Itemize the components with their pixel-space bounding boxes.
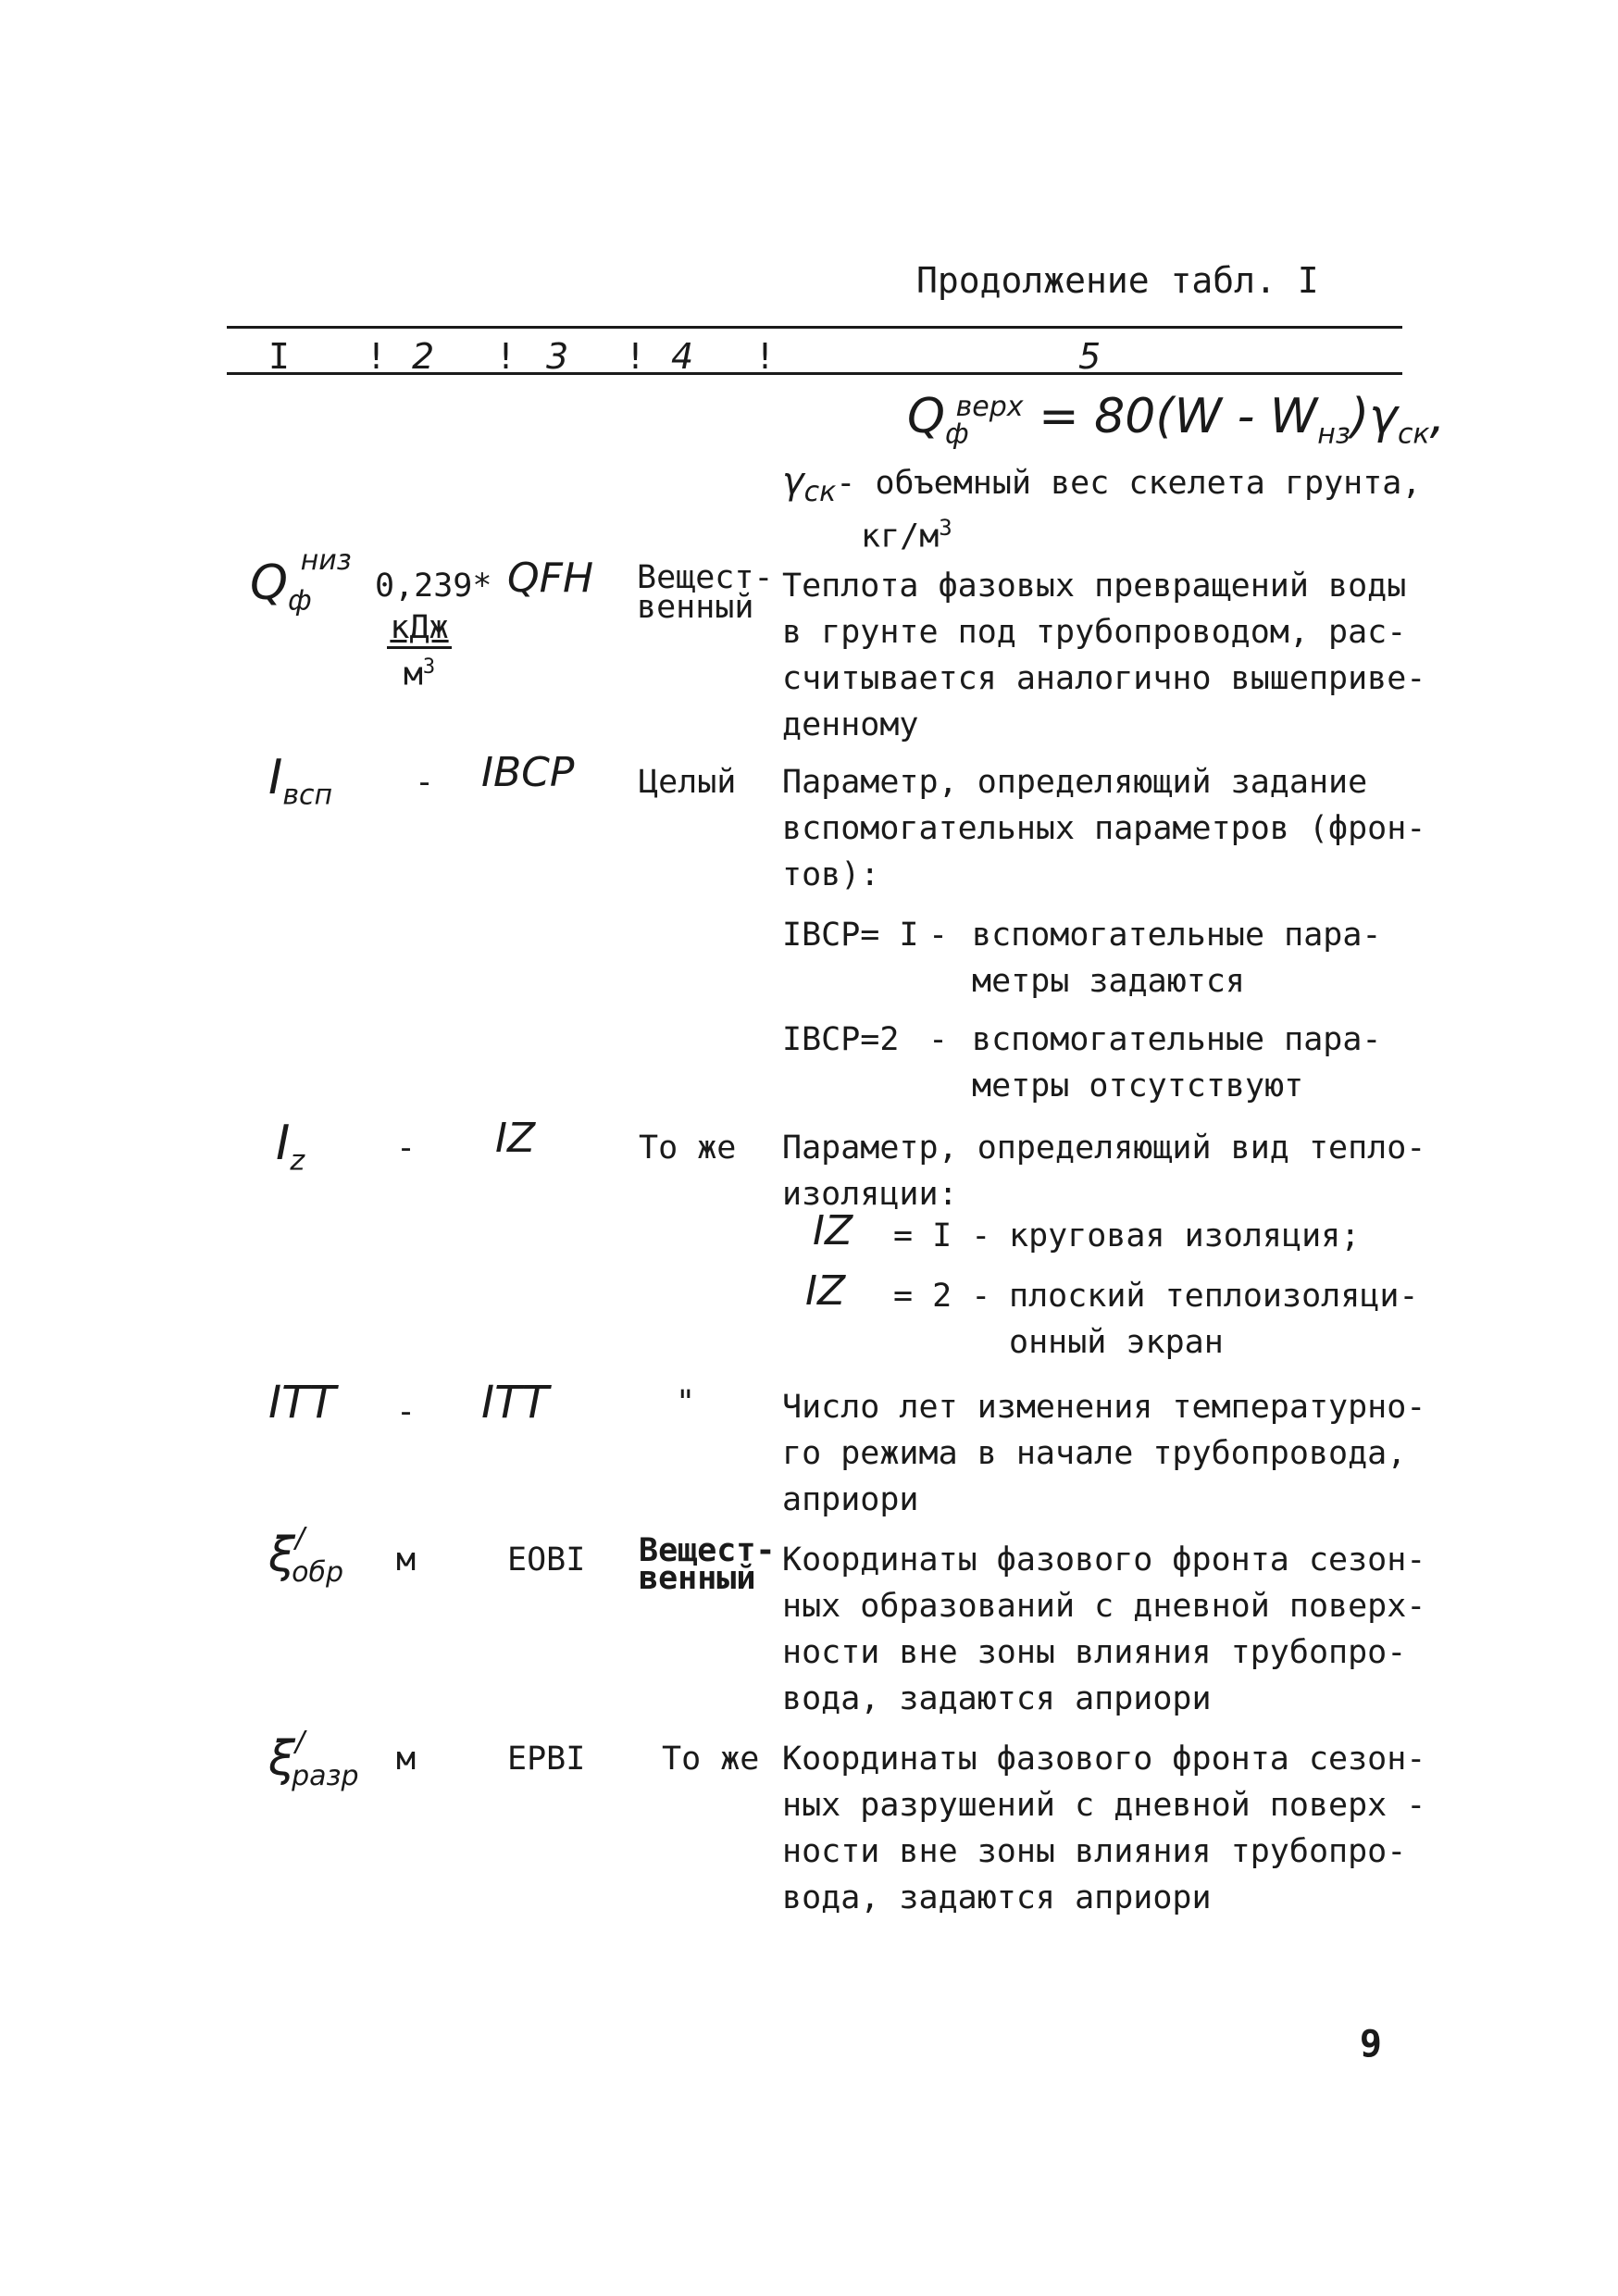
row-5-symbol: $\xi^/_{обр}$ xyxy=(268,1521,344,1590)
page-number: 9 xyxy=(1359,2023,1382,2065)
header-sep-4: ! xyxy=(754,336,776,377)
row-3-option-2-text: плоский теплоизоляци- онный экран xyxy=(1009,1278,1419,1361)
header-col-2: 2 xyxy=(412,336,435,377)
formula-q-verkh: $Q_ф^{верх} = 80(W - W_{нз})\gamma_{ск}$, xyxy=(907,389,1446,451)
row-2-symbol: $I_{всп}$ xyxy=(268,750,333,812)
header-sep-3: ! xyxy=(625,336,646,377)
row-3-option-1-key: IZ xyxy=(813,1207,853,1254)
header-col-3: 3 xyxy=(546,336,569,377)
row-4-type: " xyxy=(676,1384,696,1421)
header-col-1: I xyxy=(268,336,290,377)
row-6-unit: м xyxy=(396,1741,417,1778)
row-4-unit: - xyxy=(396,1393,417,1430)
row-3-symbol: $I_z$ xyxy=(276,1116,305,1178)
header-sep-1: ! xyxy=(366,336,387,377)
table-caption: Продолжение табл. I xyxy=(916,260,1319,301)
row-4-symbol: ITT xyxy=(268,1377,336,1429)
row-1-unit-prefix: 0,239* xyxy=(375,568,492,605)
row-1-name: QFH xyxy=(507,555,594,602)
row-3-name: IZ xyxy=(495,1115,536,1162)
row-2-unit: - xyxy=(415,764,435,801)
gamma-definition: $\gamma_{ск}-$ объемный вес скелета грунта, xyxy=(782,460,1422,508)
row-4-name: ITT xyxy=(481,1377,549,1429)
row-6-type: То же xyxy=(662,1741,760,1778)
row-2-option-1-key: IВСР= I xyxy=(782,917,919,954)
header-col-5: 5 xyxy=(1078,336,1101,377)
gamma-definition-unit: $кг/м^3$ xyxy=(861,515,952,555)
row-5-description: Координаты фазового фронта сезон- ных образований с дневной поверх- ности вне зоны влияния трубопро- вода, задаются априори xyxy=(782,1541,1426,1717)
row-3-unit: - xyxy=(396,1129,417,1167)
row-5-type: Вещест- венный xyxy=(639,1532,776,1597)
row-2-type: Целый xyxy=(639,764,737,801)
row-2-option-1-dash: - xyxy=(928,917,949,954)
row-2-description: Параметр, определяющий задание вспомогательных параметров (фрон- тов): xyxy=(782,764,1426,893)
header-sep-2: ! xyxy=(495,336,517,377)
row-3-option-1-eq: = I - xyxy=(893,1217,991,1254)
row-2-option-2-key: IВСР=2 xyxy=(782,1021,900,1058)
row-3-type: То же xyxy=(639,1129,737,1167)
row-1-symbol: $Q_ф^{низ}$ xyxy=(250,543,352,618)
row-2-option-2-dash: - xyxy=(928,1021,949,1058)
row-6-name: EPBI xyxy=(507,1741,586,1778)
row-3-option-2-eq: = 2 - xyxy=(893,1278,991,1315)
row-4-description: Число лет изменения температурно- го режима в начале трубопровода, априори xyxy=(782,1389,1426,1518)
row-6-description: Координаты фазового фронта сезон- ных разрушений с дневной поверх - ности вне зоны влияния трубопро- вода, задаются априори xyxy=(782,1741,1426,1916)
row-2-option-2-text: вспомогательные пара- метры отсутствуют xyxy=(972,1021,1382,1104)
row-2-option-1-text: вспомогательные пара- метры задаются xyxy=(972,917,1382,1000)
row-2-name: IВСР xyxy=(481,749,575,796)
header-bottom-rule xyxy=(227,372,1402,375)
row-5-unit: м xyxy=(396,1541,417,1578)
header-top-rule xyxy=(227,326,1402,329)
row-1-type: Вещест- венный xyxy=(637,559,774,626)
header-col-4: 4 xyxy=(671,336,694,377)
row-3-option-2-key: IZ xyxy=(805,1267,846,1315)
row-1-unit-fraction: кДж $м^3$ xyxy=(387,609,452,693)
row-3-description: Параметр, определяющий вид тепло- изоляции: xyxy=(782,1129,1426,1213)
row-6-symbol: $\xi^/_{разр}$ xyxy=(268,1725,359,1793)
row-3-option-1-text: круговая изоляция; xyxy=(1009,1217,1361,1254)
row-1-description: Теплота фазовых превращений воды в грунте под трубопроводом, рас- считывается аналогично вышеприве- денному xyxy=(782,568,1426,743)
row-5-name: EOBI xyxy=(507,1541,586,1578)
